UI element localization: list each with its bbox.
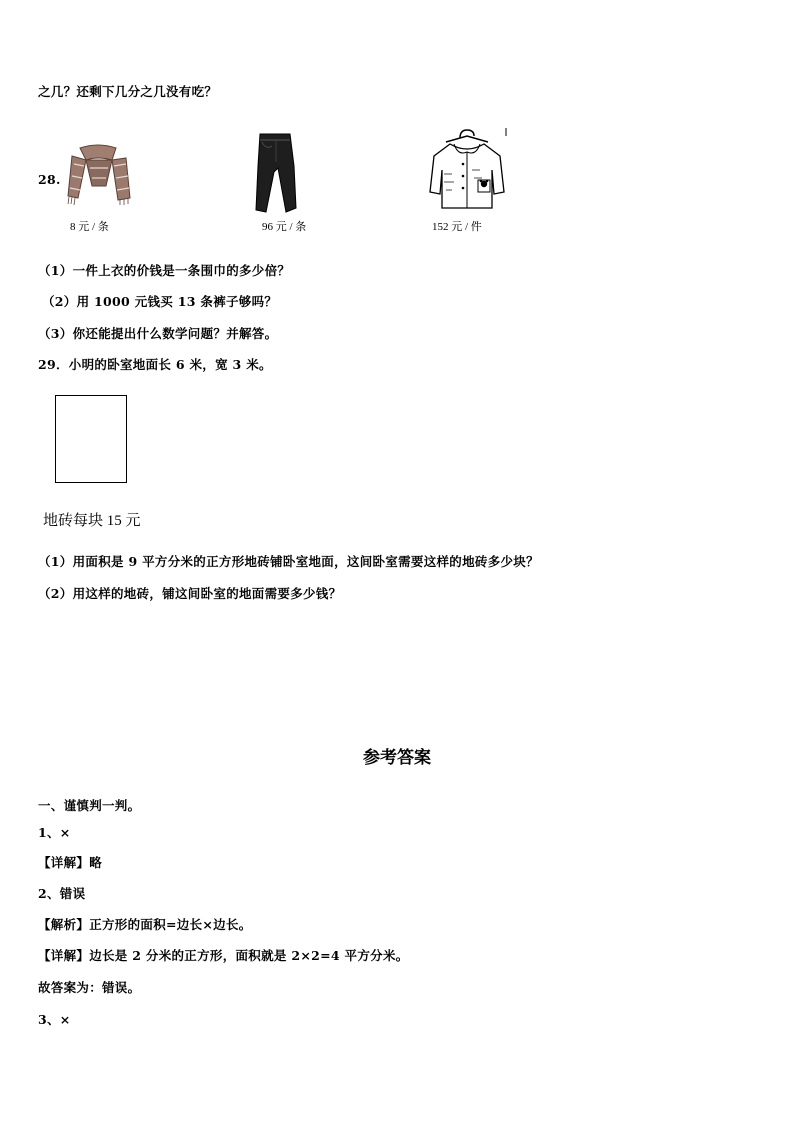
floor-tile-square [55, 395, 127, 483]
answers-section-heading: 一、谨慎判一判。 [38, 798, 141, 813]
answer-line-2: 【详解】略 [38, 855, 103, 870]
q29-sub-2: （2）用这样的地砖，铺这间卧室的地面需要多少钱？ [38, 586, 342, 601]
pants-price: 96 元 / 条 [262, 221, 307, 233]
q29-sub-1: （1）用面积是 9 平方分米的正方形地砖铺卧室地面，这间卧室需要这样的地砖多少块？ [38, 554, 539, 569]
answer-line-1: 1、× [38, 825, 71, 840]
answer-line-4: 【解析】正方形的面积=边长×边长。 [38, 917, 252, 932]
answer-line-7: 3、× [38, 1012, 71, 1027]
scarf-image [66, 142, 132, 206]
answer-line-3: 2、错误 [38, 886, 86, 901]
q28-sub-3: （3）你还能提出什么数学问题？并解答。 [38, 326, 278, 341]
q29-stem: 29．小明的卧室地面长 6 米，宽 3 米。 [38, 357, 272, 372]
answer-line-6: 故答案为：错误。 [38, 980, 141, 995]
tile-price-label: 地砖每块 15 元 [43, 513, 141, 529]
q28-sub-1: （1）一件上衣的价钱是一条围巾的多少倍？ [38, 263, 291, 278]
answers-title: 参考答案 [363, 748, 431, 768]
jacket-image [424, 126, 510, 212]
q28-number: 28. [38, 172, 61, 187]
pants-image [252, 132, 300, 214]
q27-tail-text: 之几？还剩下几分之几没有吃？ [38, 84, 218, 99]
answer-line-5: 【详解】边长是 2 分米的正方形，面积就是 2×2=4 平方分米。 [38, 948, 409, 963]
jacket-price: 152 元 / 件 [432, 221, 482, 233]
scarf-price: 8 元 / 条 [70, 221, 109, 233]
q28-sub-2: （2）用 1000 元钱买 13 条裤子够吗？ [42, 294, 278, 309]
